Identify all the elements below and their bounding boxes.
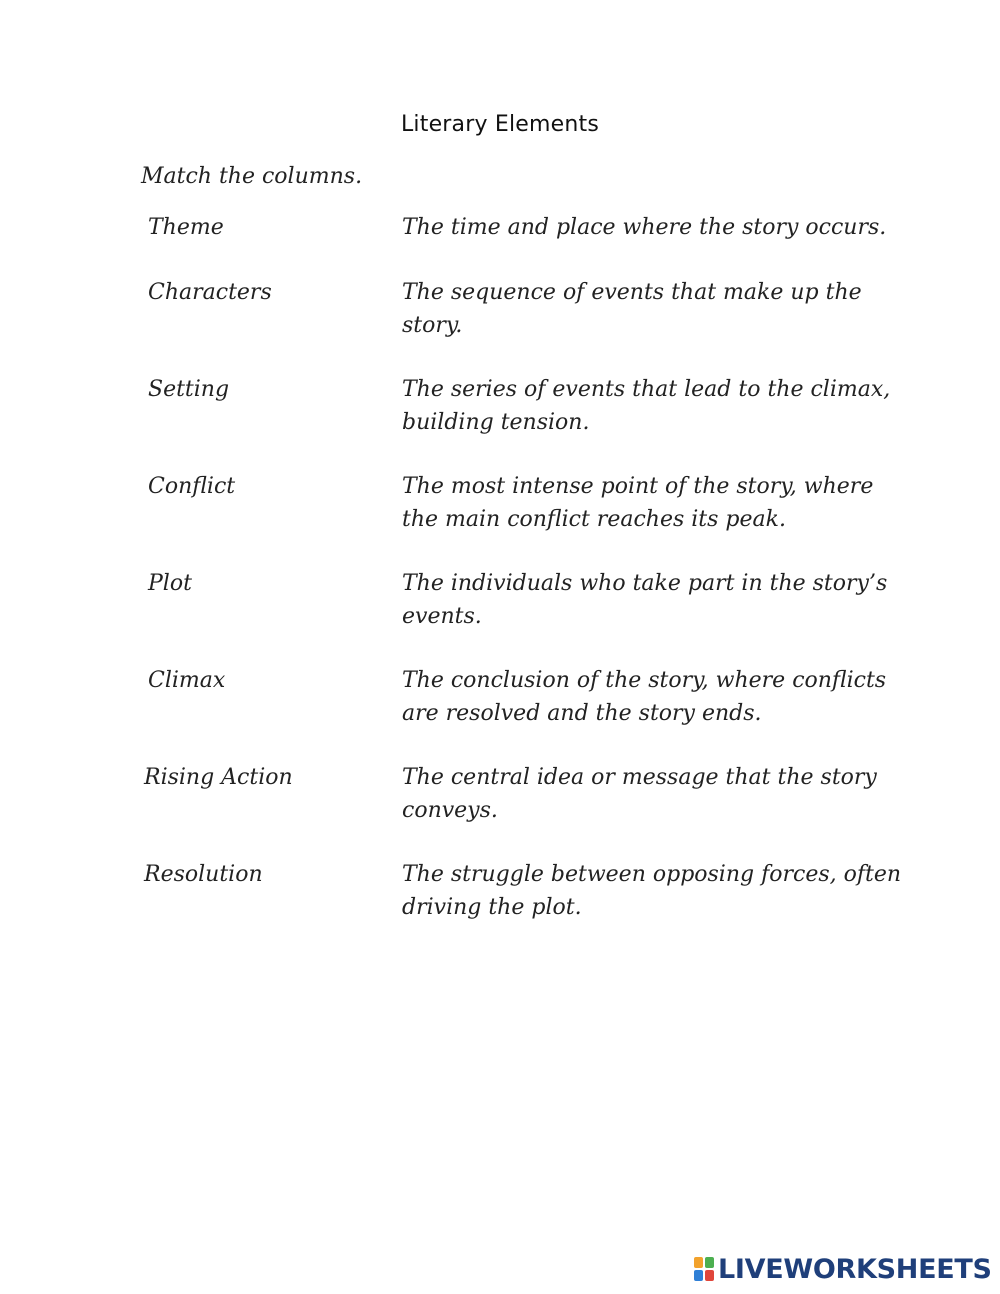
term-label[interactable]: Conflict — [148, 474, 236, 499]
match-row-climax — [0, 664, 1000, 754]
definition-text[interactable]: The individuals who take part in the story’s events. — [402, 571, 888, 629]
definition-text[interactable]: The struggle between opposing forces, often driving the plot. — [402, 862, 902, 920]
instructions: Match the columns. — [141, 164, 363, 189]
brand-name: LIVEWORKSHEETS — [718, 1253, 992, 1285]
term-label[interactable]: Characters — [148, 280, 272, 305]
match-row-characters — [0, 276, 1000, 366]
term-label[interactable]: Rising Action — [144, 765, 293, 790]
definition-text[interactable]: The series of events that lead to the climax, building tension. — [402, 377, 891, 435]
term-label[interactable]: Resolution — [144, 862, 263, 887]
match-row-resolution — [0, 858, 1000, 948]
term-label[interactable]: Climax — [148, 668, 226, 693]
match-row-plot — [0, 567, 1000, 657]
term-label[interactable]: Setting — [148, 377, 230, 402]
definition-text[interactable]: The most intense point of the story, where the main conflict reaches its peak. — [402, 474, 874, 532]
term-label[interactable]: Theme — [148, 215, 224, 240]
page-title: Literary Elements — [400, 112, 600, 137]
liveworksheets-logo-icon — [694, 1257, 714, 1281]
definition-text[interactable]: The time and place where the story occurs. — [402, 215, 887, 240]
logo-square — [694, 1270, 703, 1281]
logo-square — [705, 1257, 714, 1268]
term-label[interactable]: Plot — [148, 571, 192, 596]
logo-square — [705, 1270, 714, 1281]
match-row-conflict — [0, 470, 1000, 560]
liveworksheets-logo[interactable] — [694, 1254, 992, 1284]
match-row-rising-action — [0, 761, 1000, 851]
match-row-setting — [0, 373, 1000, 463]
logo-square — [694, 1257, 703, 1268]
definition-text[interactable]: The conclusion of the story, where conflicts are resolved and the story ends. — [402, 668, 887, 726]
definition-text[interactable]: The sequence of events that make up the story. — [402, 280, 862, 338]
definition-text[interactable]: The central idea or message that the story conveys. — [402, 765, 877, 823]
